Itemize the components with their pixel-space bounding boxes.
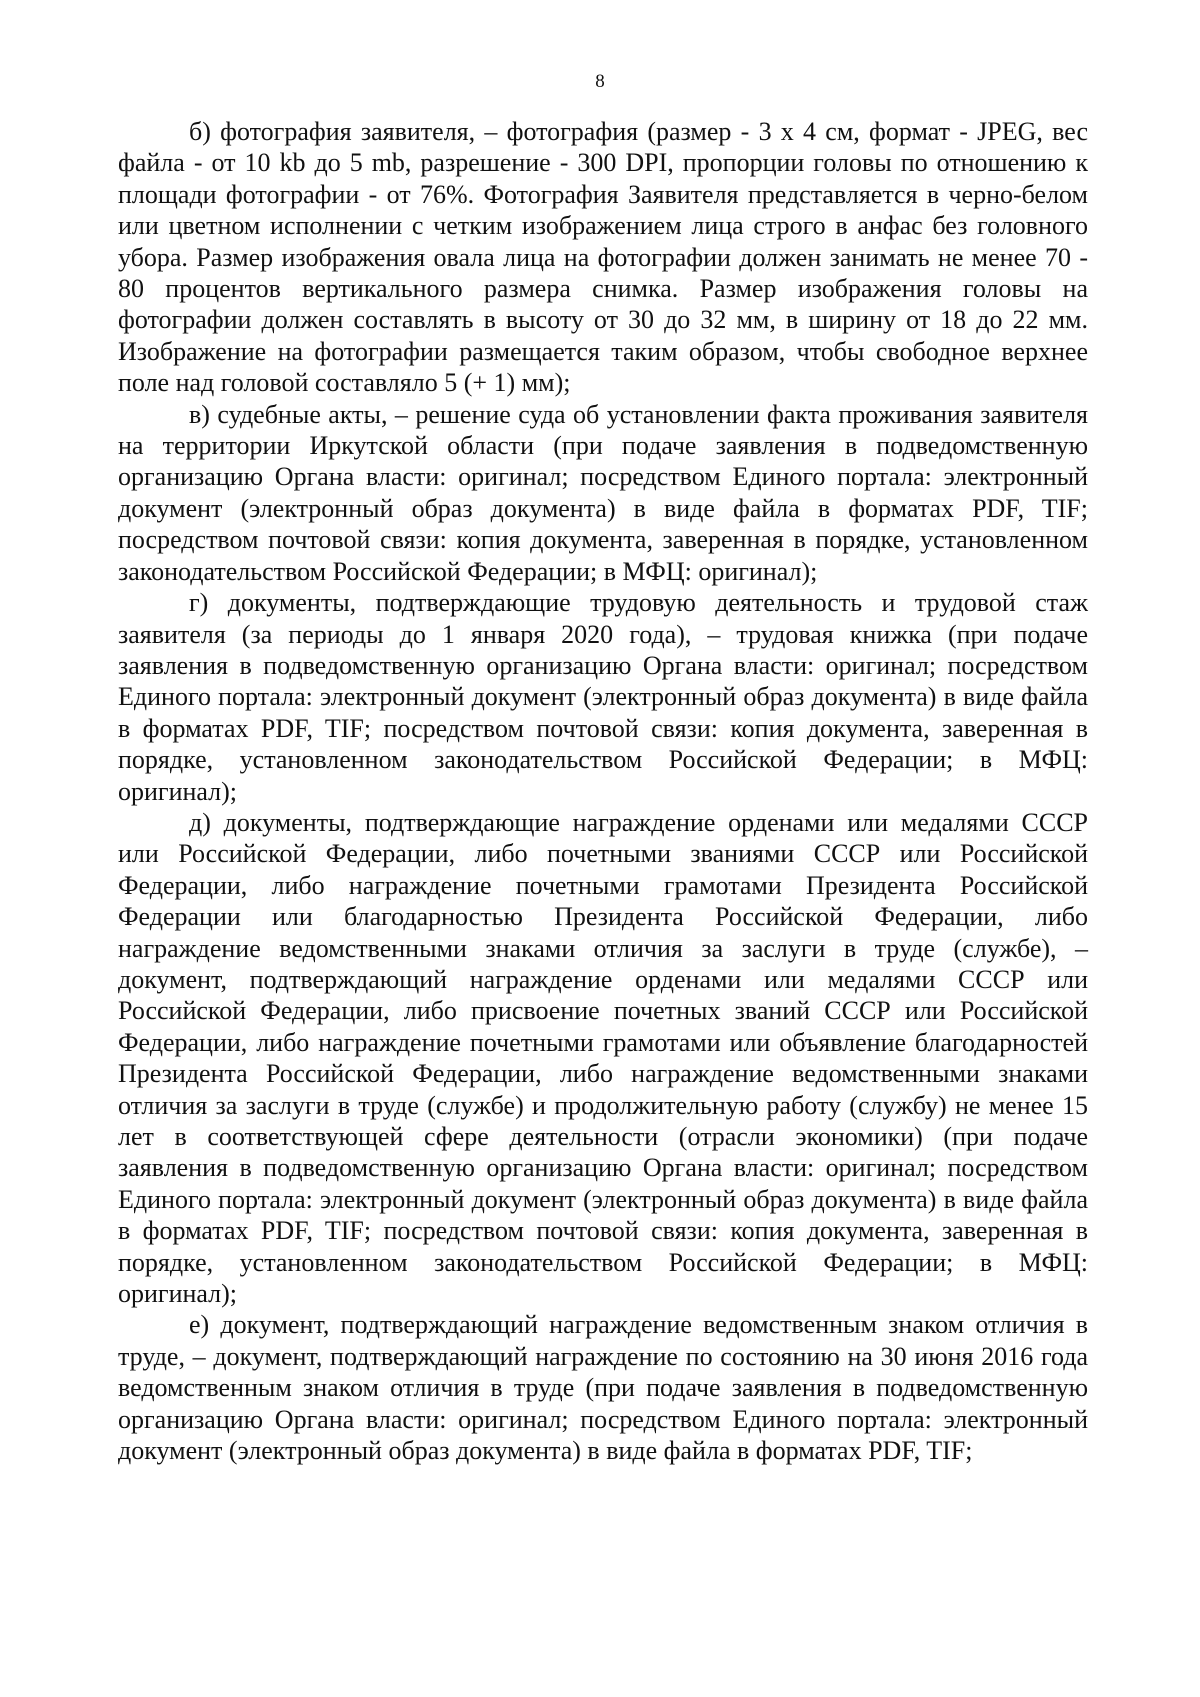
paragraph-v-court-acts: в) судебные акты, – решение суда об установлении факта проживания заявителя на территории Иркутской области (при подаче заявления в подведомственную организацию Органа власти: оригинал; посредством Единого портала: электронный документ (электронный образ документа) в виде файла в форматах PDF, TIF; посредством почтовой связи: копия документа, заверенная в порядке, установленном законодательством Российской Федерации; в МФЦ: оригинал);: [118, 399, 1088, 586]
paragraph-d-awards: д) документы, подтверждающие награждение орденами или медалями СССР или Российской Федерации, либо почетными званиями СССР или Российской Федерации, либо награждение почетными грамотами Президента Российской Федерации или благодарностью Президента Российской Федерации, либо награждение ведомственными знаками отличия за заслуги в труде (службе), – документ, подтверждающий награждение орденами или медалями СССР или Российской Федерации, либо присвоение почетных званий СССР или Российской Федерации, либо награждение почетными грамотами или объявление благодарностей Президента Российской Федерации, либо награждение ведомственными знаками отличия за заслуги в труде (службе) и продолжительную работу (службу) не менее 15 лет в соответствующей сфере деятельности (отрасли экономики) (при подаче заявления в подведомственную организацию Органа власти: оригинал; посредством Единого портала: электронный документ (электронный образ документа) в виде файла в форматах PDF, TIF; посредством почтовой связи: копия документа, заверенная в порядке, установленном законодательством Российской Федерации; в МФЦ: оригинал);: [118, 807, 1088, 1309]
page-number: 8: [595, 71, 605, 92]
paragraph-b-photo: б) фотография заявителя, – фотография (размер - 3 х 4 см, формат - JPEG, вес файла - от 10 kb до 5 mb, разрешение - 300 DPI, пропорции головы по отношению к площади фотографии - от 76%. Фотография Заявителя представляется в черно-белом или цветном исполнении с четким изображением лица строго в анфас без головного убора. Размер изображения овала лица на фотографии должен занимать не менее 70 - 80 процентов вертикального размера снимка. Размер изображения головы на фотографии должен составлять в высоту от 30 до 32 мм, в ширину от 18 до 22 мм. Изображение на фотографии размещается таким образом, чтобы свободное верхнее поле над головой составляло 5 (+ 1) мм);: [118, 117, 1088, 398]
paragraph-e-departmental-badge: е) документ, подтверждающий награждение ведомственным знаком отличия в труде, – документ, подтверждающий награждение по состоянию на 30 июня 2016 года ведомственным знаком отличия в труде (при подаче заявления в подведомственную организацию Органа власти: оригинал; посредством Единого портала: электронный документ (электронный образ документа) в виде файла в форматах PDF, TIF;: [118, 1310, 1088, 1466]
paragraph-g-employment-records: г) документы, подтверждающие трудовую деятельность и трудовой стаж заявителя (за периоды до 1 января 2020 года), – трудовая книжка (при подаче заявления в подведомственную организацию Органа власти: оригинал; посредством Единого портала: электронный документ (электронный образ документа) в виде файла в форматах PDF, TIF; посредством почтовой связи: копия документа, заверенная в порядке, установленном законодательством Российской Федерации; в МФЦ: оригинал);: [118, 588, 1088, 806]
document-body: [118, 116, 1088, 1466]
